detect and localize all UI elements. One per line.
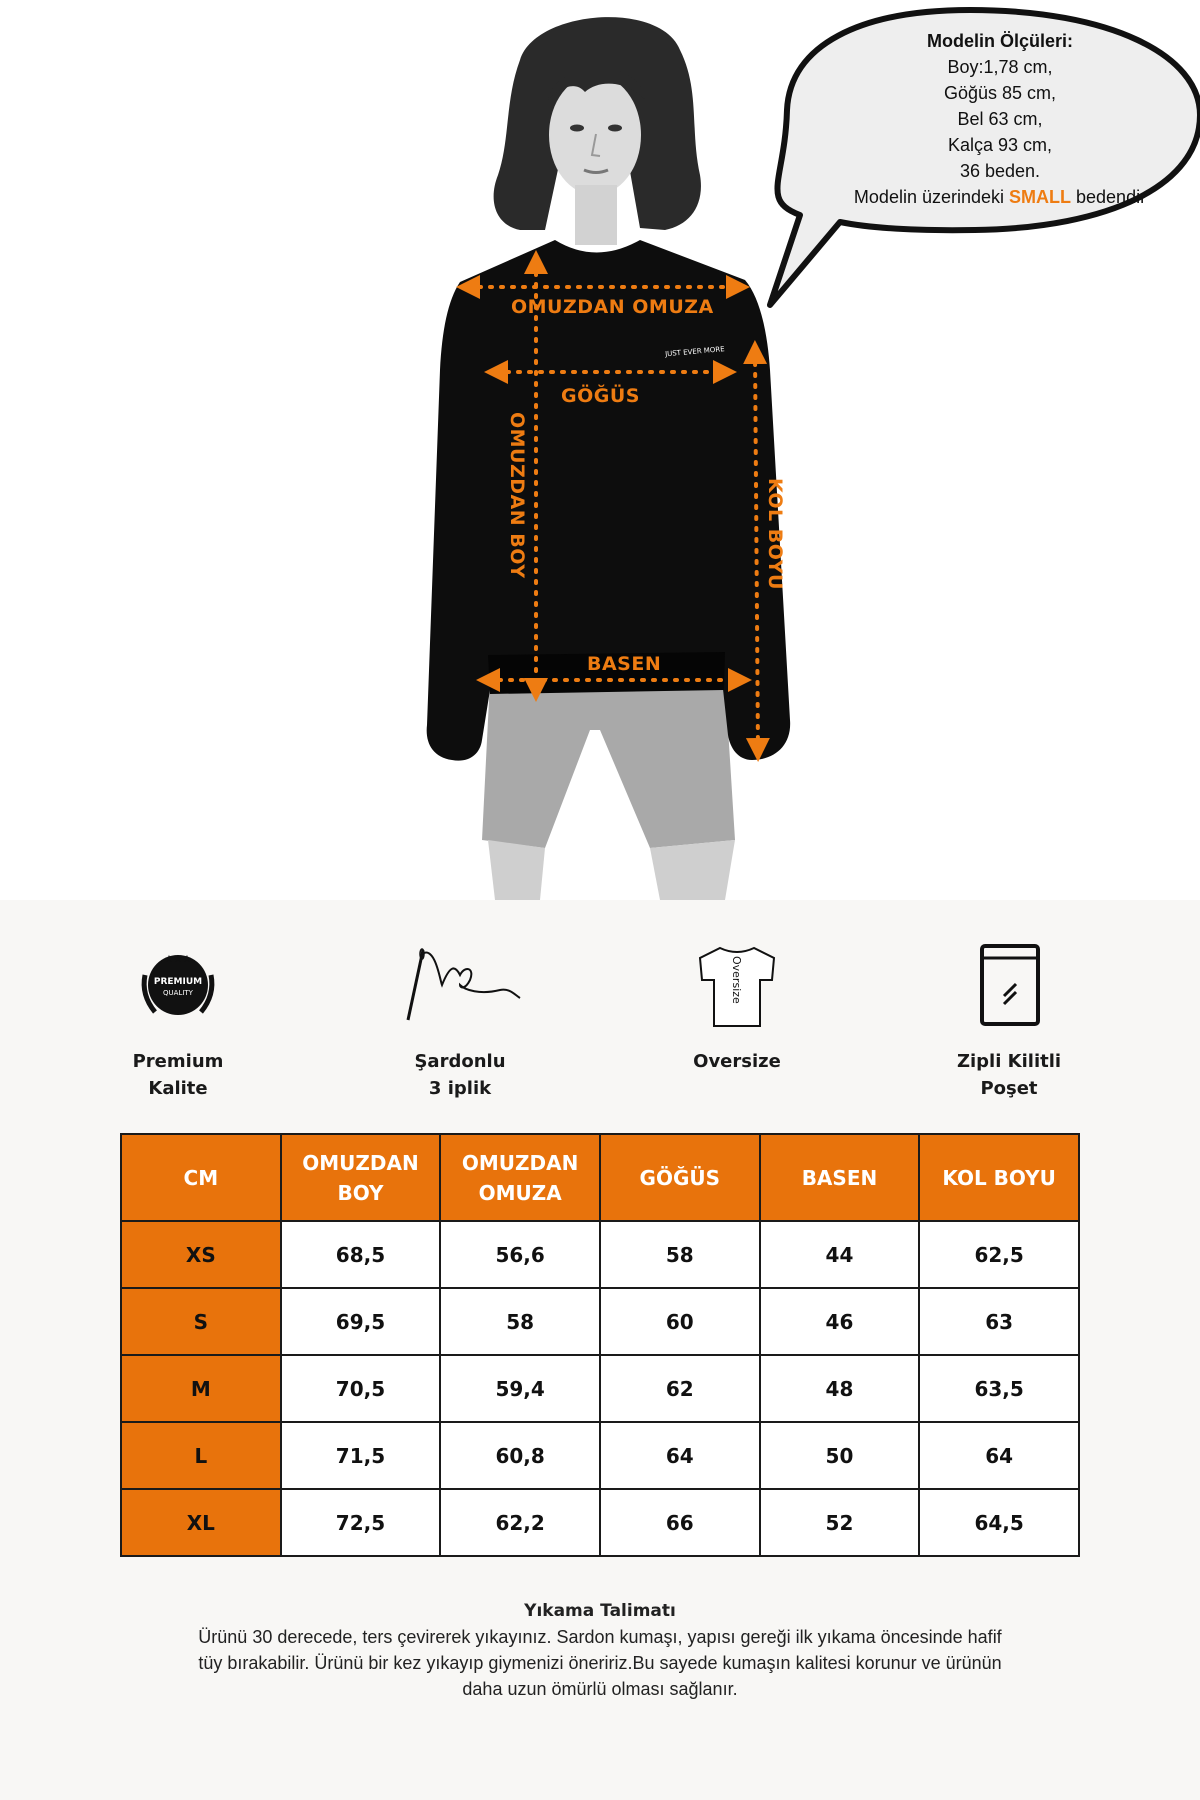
feature-stitch — [360, 940, 560, 1102]
speech-title: Modelin Ölçüleri: — [926, 31, 1073, 51]
table-cell: 66 — [600, 1489, 760, 1556]
speech-size-accent: SMALL — [1009, 187, 1072, 207]
table-cell: 58 — [600, 1221, 760, 1288]
feature-label: Oversize — [693, 1051, 781, 1072]
table-cell: 48 — [760, 1355, 920, 1422]
table-cell: 68,5 — [281, 1221, 441, 1288]
table-cell: 70,5 — [281, 1355, 441, 1422]
size-cell: XS — [121, 1221, 281, 1288]
table-cell: 62 — [600, 1355, 760, 1422]
oversize-shirt-icon — [692, 940, 782, 1030]
hem-label: BASEN — [587, 653, 662, 675]
table-cell: 44 — [760, 1221, 920, 1288]
speech-last-line — [810, 184, 1190, 210]
size-cell: M — [121, 1355, 281, 1422]
feature-label: Zipli Kilitli — [956, 1051, 1062, 1072]
table-cell: 64 — [919, 1422, 1079, 1489]
table-row — [121, 1489, 1079, 1556]
table-row — [121, 1288, 1079, 1355]
table-cell: 50 — [760, 1422, 920, 1489]
premium-quality-badge-icon — [133, 940, 223, 1030]
sleeve-label: KOL BOYU — [764, 478, 786, 590]
wash-text-line: daha uzun ömürlü olması sağlanır. — [462, 1679, 738, 1699]
feature-zipbag — [909, 940, 1109, 1102]
table-header: OMUZDAN OMUZA — [440, 1134, 600, 1221]
table-cell: 52 — [760, 1489, 920, 1556]
table-cell: 71,5 — [281, 1422, 441, 1489]
speech-line: Bel 63 cm, — [957, 109, 1043, 129]
feature-premium — [78, 940, 278, 1102]
table-row — [121, 1422, 1079, 1489]
table-row — [121, 1355, 1079, 1422]
table-cell: 62,2 — [440, 1489, 600, 1556]
speech-line: Boy:1,78 cm, — [947, 57, 1053, 77]
garment-print: JUST EVER MORE — [664, 345, 725, 359]
table-header: CM — [121, 1134, 281, 1221]
table-cell: 72,5 — [281, 1489, 441, 1556]
table-cell: 69,5 — [281, 1288, 441, 1355]
wash-instructions — [110, 1598, 1090, 1702]
feature-oversize — [637, 940, 837, 1075]
table-cell: 60,8 — [440, 1422, 600, 1489]
feature-label: Premium — [132, 1051, 224, 1072]
chest-label: GÖĞÜS — [561, 385, 640, 407]
length-label: OMUZDAN BOY — [506, 412, 528, 579]
model-measurements-text — [810, 28, 1190, 210]
svg-text:Oversize: Oversize — [730, 956, 743, 1004]
feature-label: Kalite — [148, 1078, 208, 1099]
feature-label: Poşet — [980, 1078, 1038, 1099]
table-cell: 46 — [760, 1288, 920, 1355]
svg-text:PREMIUM: PREMIUM — [153, 977, 203, 987]
table-cell: 62,5 — [919, 1221, 1079, 1288]
table-header-row — [121, 1134, 1079, 1221]
wash-title: Yıkama Talimatı — [524, 1601, 676, 1621]
table-cell: 63,5 — [919, 1355, 1079, 1422]
speech-last-suffix: bedendir — [1071, 187, 1147, 207]
size-cell: L — [121, 1422, 281, 1489]
size-cell: S — [121, 1288, 281, 1355]
table-cell: 60 — [600, 1288, 760, 1355]
speech-line: Kalça 93 cm, — [947, 135, 1053, 155]
table-cell: 58 — [440, 1288, 600, 1355]
table-cell: 64,5 — [919, 1489, 1079, 1556]
zip-bag-icon — [964, 940, 1054, 1030]
speech-line: 36 beden. — [959, 161, 1041, 181]
table-cell: 64 — [600, 1422, 760, 1489]
table-header: OMUZDAN BOY — [281, 1134, 441, 1221]
svg-text:QUALITY: QUALITY — [163, 989, 193, 997]
speech-last-prefix: Modelin üzerindeki — [853, 187, 1010, 207]
table-cell: 63 — [919, 1288, 1079, 1355]
feature-label: 3 iplik — [428, 1078, 492, 1099]
table-header: BASEN — [760, 1134, 920, 1221]
table-cell: 59,4 — [440, 1355, 600, 1422]
size-table — [120, 1133, 1080, 1557]
needle-thread-icon — [390, 940, 530, 1030]
table-cell: 56,6 — [440, 1221, 600, 1288]
shoulder-label: OMUZDAN OMUZA — [511, 296, 714, 318]
table-row — [121, 1221, 1079, 1288]
wash-text-line: tüy bırakabilir. Ürünü bir kez yıkayıp giymenizi öneririz.Bu sayede kumaşın kalitesi korunur ve ürünün — [198, 1653, 1002, 1673]
table-header: GÖĞÜS — [600, 1134, 760, 1221]
svg-text:★★★: ★★★ — [164, 954, 192, 965]
shorts — [482, 680, 735, 848]
table-header: KOL BOYU — [919, 1134, 1079, 1221]
wash-text-line: Ürünü 30 derecede, ters çevirerek yıkayınız. Sardon kumaşı, yapısı gereği ilk yıkama öncesinde hafif — [198, 1627, 1002, 1647]
size-cell: XL — [121, 1489, 281, 1556]
speech-line: Göğüs 85 cm, — [943, 83, 1057, 103]
feature-label: Şardonlu — [414, 1051, 506, 1072]
